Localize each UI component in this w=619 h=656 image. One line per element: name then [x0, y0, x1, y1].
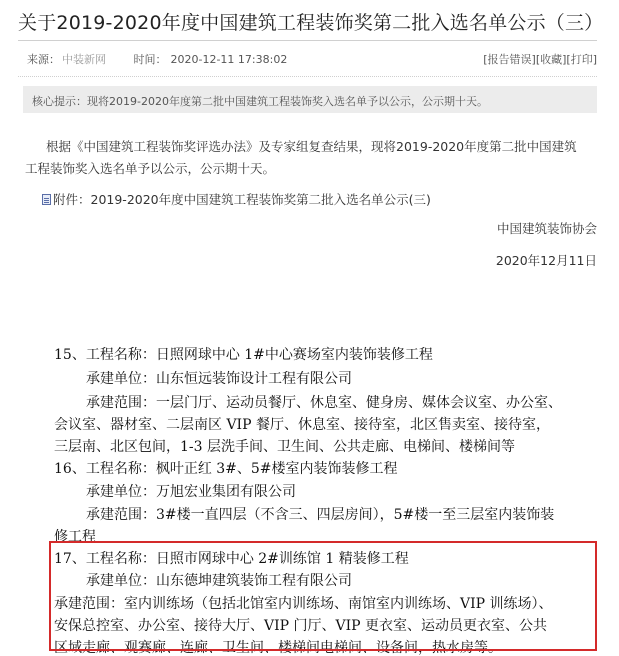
- body-line-2: 工程装饰奖入选名单予以公示，公示期十天。: [25, 161, 276, 176]
- scan-line: 承建范围：一层门厅、运动员餐厅、休息室、健身房、媒体会议室、办公室、: [86, 395, 562, 411]
- source-label: 来源：: [27, 53, 60, 66]
- attachment-link[interactable]: [42, 190, 431, 208]
- organization-signature: 中国建筑装饰协会: [496, 221, 597, 236]
- body-line-1: 根据《中国建筑工程装饰奖评选办法》及专家组复查结果，现将2019-2020年度第二批中国建筑: [46, 139, 577, 154]
- scan-line: 修工程: [54, 529, 96, 545]
- time-label: 时间：: [133, 53, 167, 66]
- scan-line: 安保总控室、办公室、接待大厅、VIP 门厅、VIP 更衣室、运动员更衣室、公共: [54, 618, 548, 634]
- article-actions: [483, 51, 597, 67]
- highlight-box: [49, 541, 597, 651]
- scan-line: 15、工程名称：日照网球中心 1#中心赛场室内装饰装修工程: [54, 347, 433, 363]
- article-meta: [27, 51, 597, 67]
- document-icon[interactable]: [42, 194, 51, 205]
- scan-line: 16、工程名称：枫叶正红 3#、5#楼室内装饰装修工程: [54, 461, 398, 477]
- meta-divider: [18, 76, 597, 77]
- title-divider: [18, 40, 597, 41]
- scan-line: 承建范围：3#楼一直四层（不含三、四层房间），5#楼一至三层室内装饰装: [86, 507, 555, 523]
- scan-line: 承建单位：山东恒远装饰设计工程有限公司: [86, 371, 352, 387]
- print-link[interactable]: [打印]: [566, 53, 597, 66]
- article-title: 关于2019-2020年度中国建筑工程装饰奖第二批入选名单公示（三）: [18, 12, 604, 34]
- attachment-text[interactable]: 附件：2019-2020年度中国建筑工程装饰奖第二批入选名单公示(三): [53, 192, 431, 207]
- article-body: [25, 136, 602, 180]
- scan-line: 承建单位：山东德坤建筑装饰工程有限公司: [86, 573, 352, 589]
- source-value[interactable]: 中装新网: [62, 53, 106, 66]
- scan-line: 承建单位：万旭宏业集团有限公司: [86, 484, 296, 500]
- scan-line: 会议室、器材室、二层南区 VIP 餐厅、休息室、接待室，北区售卖室、接待室，: [54, 417, 550, 433]
- scan-line: 承建范围：室内训练场（包括北馆室内训练场、南馆室内训练场、VIP 训练场）、: [54, 596, 553, 612]
- scan-line: 区域走廊、观赛廊、连廊、卫生间、楼梯间电梯间、设备间，热水房等。: [54, 640, 502, 656]
- publish-date: 2020年12月11日: [495, 253, 597, 268]
- favorite-link[interactable]: [收藏]: [535, 53, 567, 66]
- time-value: 2020-12-11 17:38:02: [170, 53, 288, 66]
- scan-line: 17、工程名称：日照市网球中心 2#训练馆 1 精装修工程: [54, 551, 409, 567]
- summary-box: 核心提示：现将2019-2020年度第二批中国建筑工程装饰奖入选名单予以公示，公示期十天。: [23, 86, 597, 113]
- report-error-link[interactable]: [报告错误]: [483, 53, 536, 66]
- scan-line: 三层南、北区包间，1-3 层洗手间、卫生间、公共走廊、电梯间、楼梯间等: [54, 439, 515, 455]
